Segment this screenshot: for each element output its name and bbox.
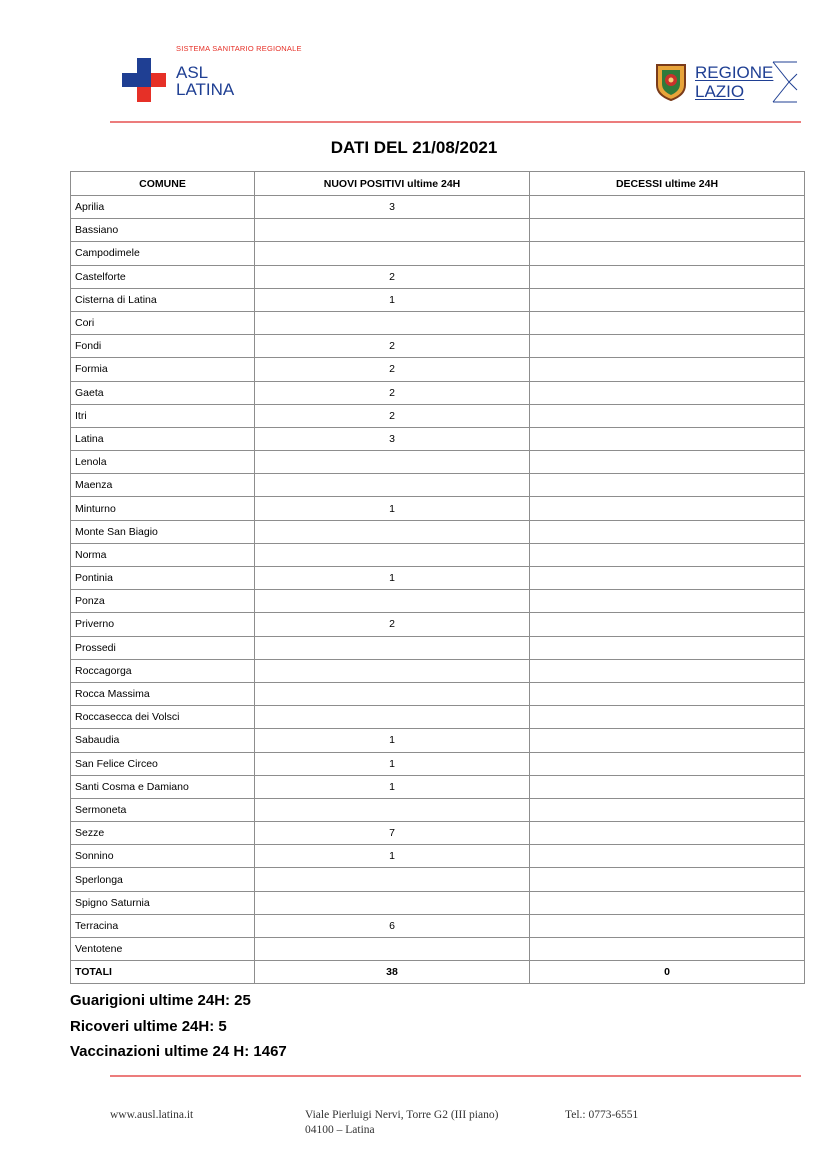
cell-comune: Gaeta <box>71 381 255 404</box>
table-row <box>71 729 805 752</box>
table-row <box>71 520 805 543</box>
table-row <box>71 868 805 891</box>
table-row <box>71 497 805 520</box>
table-row <box>71 636 805 659</box>
cell-comune: Norma <box>71 543 255 566</box>
table-row <box>71 358 805 381</box>
cell-totali-decessi: 0 <box>530 961 805 984</box>
footer-address-line2: 04100 – Latina <box>305 1124 375 1136</box>
lazio-decor-lines <box>753 60 798 104</box>
table-row <box>71 567 805 590</box>
header-decessi: DECESSI ultime 24H <box>530 172 805 196</box>
table-row <box>71 659 805 682</box>
cell-totali-positivi: 38 <box>255 961 530 984</box>
cell-decessi <box>530 636 805 659</box>
cell-decessi <box>530 311 805 334</box>
cell-decessi <box>530 659 805 682</box>
cell-comune: Monte San Biagio <box>71 520 255 543</box>
cell-decessi <box>530 196 805 219</box>
cell-comune: Terracina <box>71 914 255 937</box>
cell-comune: Sonnino <box>71 845 255 868</box>
table-row <box>71 288 805 311</box>
cell-decessi <box>530 520 805 543</box>
cell-decessi <box>530 474 805 497</box>
cell-decessi <box>530 613 805 636</box>
cell-comune: Formia <box>71 358 255 381</box>
table-row <box>71 682 805 705</box>
table-row <box>71 590 805 613</box>
cell-comune: Spigno Saturnia <box>71 891 255 914</box>
cell-nuovi-positivi <box>255 706 530 729</box>
cell-nuovi-positivi <box>255 659 530 682</box>
lazio-emblem-icon <box>653 61 689 101</box>
cell-decessi <box>530 497 805 520</box>
cell-decessi <box>530 775 805 798</box>
cell-nuovi-positivi: 1 <box>255 845 530 868</box>
cell-decessi <box>530 335 805 358</box>
cell-comune: Roccagorga <box>71 659 255 682</box>
cell-nuovi-positivi <box>255 451 530 474</box>
asl-name-line2: LATINA <box>176 80 235 99</box>
cell-nuovi-positivi: 2 <box>255 265 530 288</box>
cell-nuovi-positivi <box>255 938 530 961</box>
cell-decessi <box>530 242 805 265</box>
cell-nuovi-positivi <box>255 311 530 334</box>
footer-website: www.ausl.latina.it <box>110 1109 194 1121</box>
footer-phone: Tel.: 0773-6551 <box>565 1109 639 1121</box>
cell-nuovi-positivi <box>255 543 530 566</box>
cell-nuovi-positivi <box>255 520 530 543</box>
guarigioni-line: Guarigioni ultime 24H: 25 <box>70 992 251 1009</box>
cell-nuovi-positivi: 1 <box>255 497 530 520</box>
table-row <box>71 543 805 566</box>
cell-decessi <box>530 868 805 891</box>
cell-decessi <box>530 891 805 914</box>
cell-comune: Fondi <box>71 335 255 358</box>
cell-decessi <box>530 914 805 937</box>
cell-nuovi-positivi <box>255 798 530 821</box>
cell-decessi <box>530 219 805 242</box>
cell-decessi <box>530 938 805 961</box>
vaccinazioni-line: Vaccinazioni ultime 24 H: 1467 <box>70 1043 287 1060</box>
cell-decessi <box>530 682 805 705</box>
cell-decessi <box>530 590 805 613</box>
cell-comune: Lenola <box>71 451 255 474</box>
header-comune: COMUNE <box>71 172 255 196</box>
cell-nuovi-positivi: 7 <box>255 822 530 845</box>
cell-decessi <box>530 427 805 450</box>
table-row <box>71 752 805 775</box>
cell-decessi <box>530 567 805 590</box>
cell-totali-label: TOTALI <box>71 961 255 984</box>
footer-address <box>305 1108 498 1138</box>
totals-row <box>71 961 805 984</box>
table-row <box>71 914 805 937</box>
cell-comune: Itri <box>71 404 255 427</box>
table-row <box>71 938 805 961</box>
cell-comune: Roccasecca dei Volsci <box>71 706 255 729</box>
footer-address-line1: Viale Pierluigi Nervi, Torre G2 (III piano) <box>305 1109 499 1121</box>
table-row <box>71 335 805 358</box>
cell-nuovi-positivi: 1 <box>255 752 530 775</box>
lazio-line2: LAZIO <box>695 82 745 101</box>
cell-comune: Cisterna di Latina <box>71 288 255 311</box>
footer-rule <box>110 1075 801 1077</box>
cell-decessi <box>530 822 805 845</box>
cell-nuovi-positivi: 2 <box>255 358 530 381</box>
cell-nuovi-positivi: 2 <box>255 335 530 358</box>
cell-comune: Santi Cosma e Damiano <box>71 775 255 798</box>
table-row <box>71 891 805 914</box>
cell-nuovi-positivi: 2 <box>255 613 530 636</box>
regione-lazio-logo <box>653 60 798 104</box>
asl-name-line1: ASL <box>176 63 209 82</box>
table-row <box>71 404 805 427</box>
cell-comune: Latina <box>71 427 255 450</box>
header-nuovi-positivi: NUOVI POSITIVI ultime 24H <box>255 172 530 196</box>
cell-decessi <box>530 451 805 474</box>
cell-nuovi-positivi: 6 <box>255 914 530 937</box>
cell-nuovi-positivi <box>255 868 530 891</box>
cell-comune: Ponza <box>71 590 255 613</box>
cell-comune: Cori <box>71 311 255 334</box>
cell-comune: Aprilia <box>71 196 255 219</box>
table-row <box>71 775 805 798</box>
cell-decessi <box>530 265 805 288</box>
cell-nuovi-positivi: 1 <box>255 567 530 590</box>
cell-nuovi-positivi <box>255 682 530 705</box>
cell-decessi <box>530 543 805 566</box>
cell-comune: Rocca Massima <box>71 682 255 705</box>
asl-system-label: SISTEMA SANITARIO REGIONALE <box>176 44 302 53</box>
cell-nuovi-positivi: 3 <box>255 196 530 219</box>
document-title: DATI DEL 21/08/2021 <box>330 138 498 157</box>
table-row <box>71 845 805 868</box>
asl-latina-logo <box>122 44 322 106</box>
cell-decessi <box>530 381 805 404</box>
cell-comune: Campodimele <box>71 242 255 265</box>
cell-comune: Sabaudia <box>71 729 255 752</box>
cell-nuovi-positivi <box>255 474 530 497</box>
cell-nuovi-positivi: 1 <box>255 729 530 752</box>
cell-comune: Prossedi <box>71 636 255 659</box>
table-row <box>71 451 805 474</box>
cell-comune: Castelforte <box>71 265 255 288</box>
table-row <box>71 219 805 242</box>
cell-nuovi-positivi: 1 <box>255 775 530 798</box>
table-row <box>71 265 805 288</box>
cell-nuovi-positivi <box>255 219 530 242</box>
asl-cross-icon <box>122 58 166 102</box>
table-header-row <box>71 172 805 196</box>
table-row <box>71 822 805 845</box>
cell-decessi <box>530 798 805 821</box>
cell-comune: Pontinia <box>71 567 255 590</box>
cell-comune: Ventotene <box>71 938 255 961</box>
cell-comune: Minturno <box>71 497 255 520</box>
table-row <box>71 427 805 450</box>
table-row <box>71 474 805 497</box>
cell-nuovi-positivi <box>255 242 530 265</box>
header-rule <box>110 121 801 123</box>
cell-decessi <box>530 288 805 311</box>
cell-decessi <box>530 706 805 729</box>
cell-nuovi-positivi: 1 <box>255 288 530 311</box>
cell-nuovi-positivi <box>255 891 530 914</box>
cell-nuovi-positivi <box>255 636 530 659</box>
table-row <box>71 311 805 334</box>
cell-comune: Sezze <box>71 822 255 845</box>
cell-comune: Bassiano <box>71 219 255 242</box>
cell-decessi <box>530 404 805 427</box>
cell-decessi <box>530 752 805 775</box>
cell-comune: Sermoneta <box>71 798 255 821</box>
cell-nuovi-positivi: 2 <box>255 404 530 427</box>
table-row <box>71 798 805 821</box>
cell-nuovi-positivi: 2 <box>255 381 530 404</box>
cell-comune: Sperlonga <box>71 868 255 891</box>
table-row <box>71 613 805 636</box>
table-row <box>71 242 805 265</box>
cell-comune: Priverno <box>71 613 255 636</box>
table-row <box>71 706 805 729</box>
table-row <box>71 196 805 219</box>
ricoveri-line: Ricoveri ultime 24H: 5 <box>70 1018 227 1035</box>
cell-nuovi-positivi <box>255 590 530 613</box>
cell-comune: Maenza <box>71 474 255 497</box>
asl-name <box>176 64 234 98</box>
cases-table <box>70 171 805 984</box>
cell-decessi <box>530 845 805 868</box>
table-row <box>71 381 805 404</box>
cell-decessi <box>530 729 805 752</box>
cell-comune: San Felice Circeo <box>71 752 255 775</box>
cell-decessi <box>530 358 805 381</box>
lazio-line1: REGIONE <box>695 63 774 82</box>
cell-nuovi-positivi: 3 <box>255 427 530 450</box>
